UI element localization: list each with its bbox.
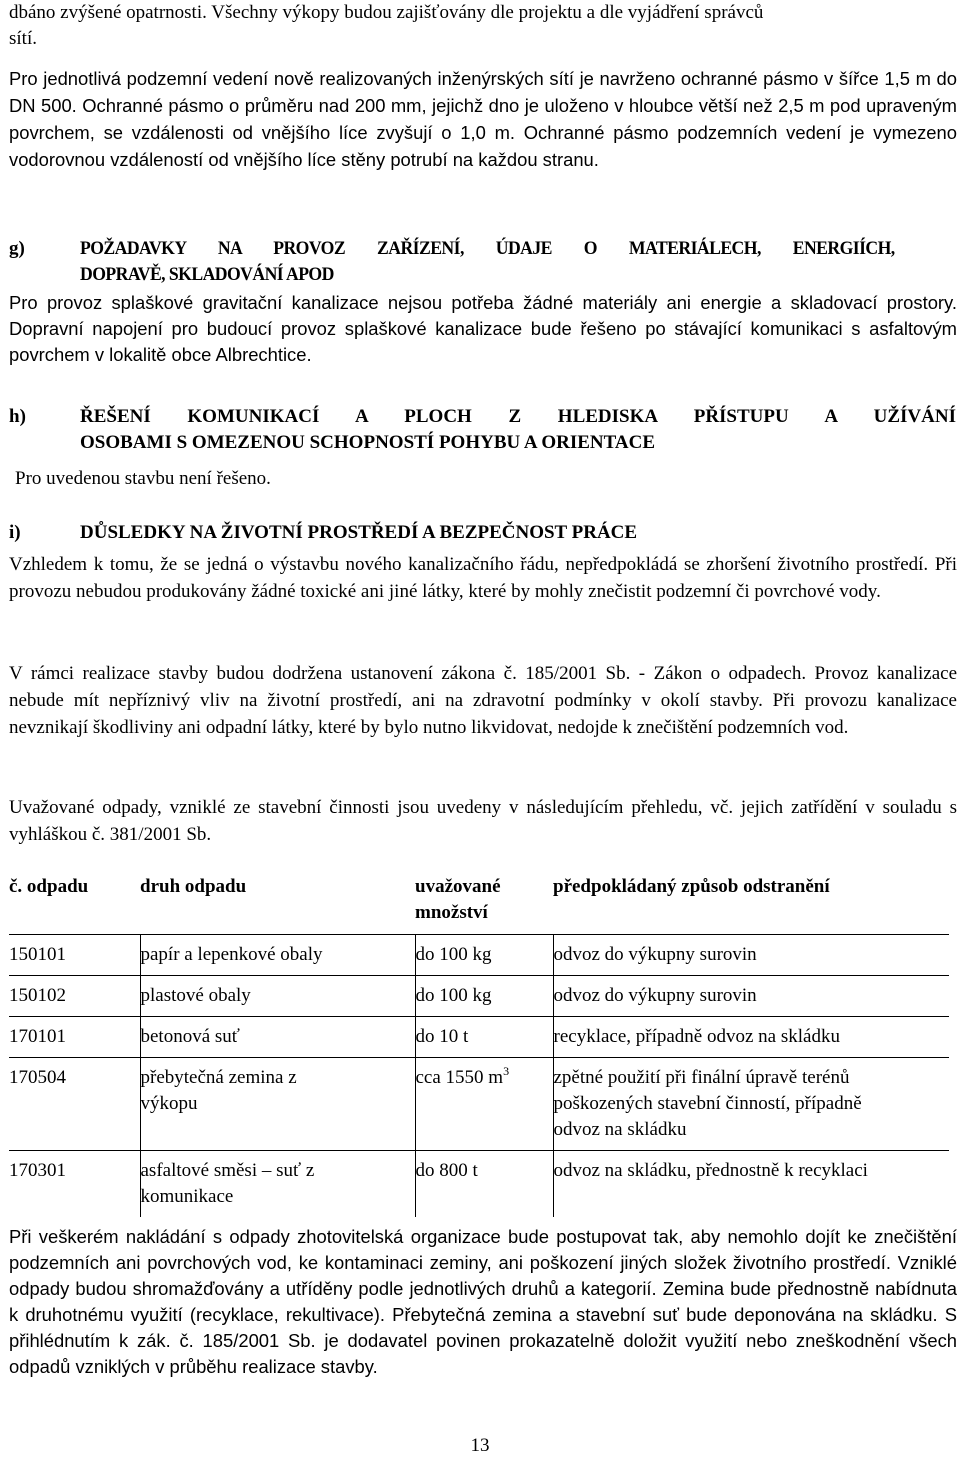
- section-g-heading-line-2: DOPRAVĚ, SKLADOVÁNÍ APOD: [80, 264, 334, 285]
- row-code: 150101: [9, 935, 140, 976]
- row-type: plastové obaly: [140, 976, 415, 1017]
- section-h-text: Pro uvedenou stavbu není řešeno.: [15, 468, 271, 489]
- row-code: 170301: [9, 1151, 140, 1218]
- row-method: odvoz do výkupny surovin: [553, 935, 949, 976]
- row-method: zpětné použití při finální úpravě terénů poškozených stavební činností, případně odvoz na skládku: [553, 1058, 949, 1151]
- header-qty: uvažované množství: [415, 876, 501, 923]
- section-g-text-2: Dopravní napojení pro budoucí provoz splaškové kanalizace bude řešeno po stávající komunikaci s asfaltovým povrchem v lokalitě obce Albrechtice.: [9, 318, 957, 365]
- row-type: betonová suť: [140, 1017, 415, 1058]
- table-row: [9, 976, 949, 1017]
- row-method: recyklace, případně odvoz na skládku: [553, 1017, 949, 1058]
- row-type: přebytečná zemina z výkopu: [140, 1058, 415, 1151]
- section-h-heading: [80, 404, 956, 456]
- intro-text: [9, 0, 957, 52]
- protection-zone-paragraph: Pro jednotlivá podzemní vedení nově realizovaných inženýrských sítí je navrženo ochranné pásmo v šířce 1,5 m do DN 500. Ochranné pásmo o průměru nad 200 mm, jejichž dno je uloženo v hloubce větší než 2,5 m pod upraveným povrchem, se vzdálenosti od vnějšího líce zvyšují o 1,0 m. Ochranné pásmo podzemních vedení je vymezeno vodorovnou vzdáleností od vnějšího líce stěny potrubí na každou stranu.: [9, 68, 957, 170]
- row-method: odvoz do výkupny surovin: [553, 976, 949, 1017]
- section-h-heading-line-1: ŘEŠENÍ KOMUNIKACÍ A PLOCH Z HLEDISKA PŘÍSTUPU A UŽÍVÁNÍ: [80, 406, 956, 427]
- row-type: papír a lepenkové obaly: [140, 935, 415, 976]
- section-i-paragraph-2: V rámci realizace stavby budou dodržena ustanovení zákona č. 185/2001 Sb. - Zákon o odpadech. Provoz kanalizace nebude mít nepříznivý vliv na životní prostředí, ani na zdravotní podmínky v okolí stavby. Při provozu kanalizace nevznikají škodliviny ani odpadní látky, které by bylo nutno likvidovat, nedojde k znečištění podzemních vod.: [9, 663, 957, 738]
- section-g-text: [9, 290, 957, 368]
- page-number: 13: [470, 1435, 490, 1456]
- section-g-label: g): [9, 238, 25, 259]
- row-qty: do 100 kg: [415, 976, 553, 1017]
- section-i-paragraph-1: Vzhledem k tomu, že se jedná o výstavbu nového kanalizačního řádu, nepředpokládá se zhoršení životního prostředí. Při provozu nebudou produkovány žádné toxické ani jiné látky, které by mohly znečistit podzemní či povrchové vody.: [9, 554, 957, 602]
- table-row: [9, 1058, 949, 1151]
- table-row: [9, 1151, 949, 1218]
- section-h-heading-line-2: OSOBAMI S OMEZENOU SCHOPNOSTÍ POHYBU A ORIENTACE: [80, 432, 656, 453]
- intro-line-1: dbáno zvýšené opatrnosti. Všechny výkopy budou zajišťovány dle projektu a dle vyjádření správců: [9, 2, 764, 23]
- row-qty-exponent: 3: [503, 1064, 510, 1078]
- section-i-paragraph-3: Uvažované odpady, vzniklé ze stavební činnosti jsou uvedeny v následujícím přehledu, vč. jejich zatřídění v souladu s vyhláškou č. 381/2001 Sb.: [9, 797, 957, 845]
- table-header-row: [9, 866, 949, 935]
- row-type: asfaltové směsi – suť z komunikace: [140, 1151, 415, 1218]
- row-code: 170101: [9, 1017, 140, 1058]
- header-type: druh odpadu: [140, 876, 247, 897]
- header-code: č. odpadu: [9, 876, 89, 897]
- row-qty: do 100 kg: [415, 935, 553, 976]
- closing-paragraph: Při veškerém nakládání s odpady zhotovitelská organizace bude postupovat tak, aby nemohlo dojít ke znečištění podzemních ani povrchových vod, ke kontaminaci zeminy, ani poškození jiných složek životního prostředí. Vzniklé odpady budou shromažďovány a utříděny podle jednotlivých druhů a kategorií. Zemina bude přednostně nabídnuta k druhotnému využití (recyklace, rekultivace). Přebytečná zemina a stavební suť bude deponována na skládku. S přihlédnutím k zák. č. 185/2001 Sb. je dodavatel povinen prokazatelně doložit využití nebo zneškodnění všech odpadů vzniklých v průběhu realizace stavby.: [9, 1226, 957, 1377]
- section-g-heading: [80, 236, 956, 288]
- row-code: 150102: [9, 976, 140, 1017]
- section-i-label: i): [9, 522, 21, 543]
- table-row: [9, 1017, 949, 1058]
- table-row: [9, 935, 949, 976]
- intro-line-2: sítí.: [9, 28, 37, 49]
- section-g-text-1: Pro provoz splaškové gravitační kanalizace nejsou potřeba žádné materiály ani energie a skladovací prostory.: [9, 292, 957, 313]
- row-qty: do 10 t: [415, 1017, 553, 1058]
- row-method: odvoz na skládku, přednostně k recyklaci: [553, 1151, 949, 1218]
- section-i-heading: DŮSLEDKY NA ŽIVOTNÍ PROSTŘEDÍ A BEZPEČNOST PRÁCE: [80, 522, 638, 543]
- header-method: předpokládaný způsob odstranění: [553, 876, 830, 897]
- row-code: 170504: [9, 1058, 140, 1151]
- section-g-heading-line-1: POŽADAVKY NA PROVOZ ZAŘÍZENÍ, ÚDAJE O MATERIÁLECH, ENERGIÍCH,: [80, 238, 895, 259]
- row-qty: do 800 t: [415, 1151, 553, 1218]
- section-h-label: h): [9, 406, 26, 427]
- row-qty: [415, 1058, 553, 1151]
- waste-table: [9, 866, 949, 1217]
- row-qty-value: cca 1550 m: [415, 1067, 504, 1088]
